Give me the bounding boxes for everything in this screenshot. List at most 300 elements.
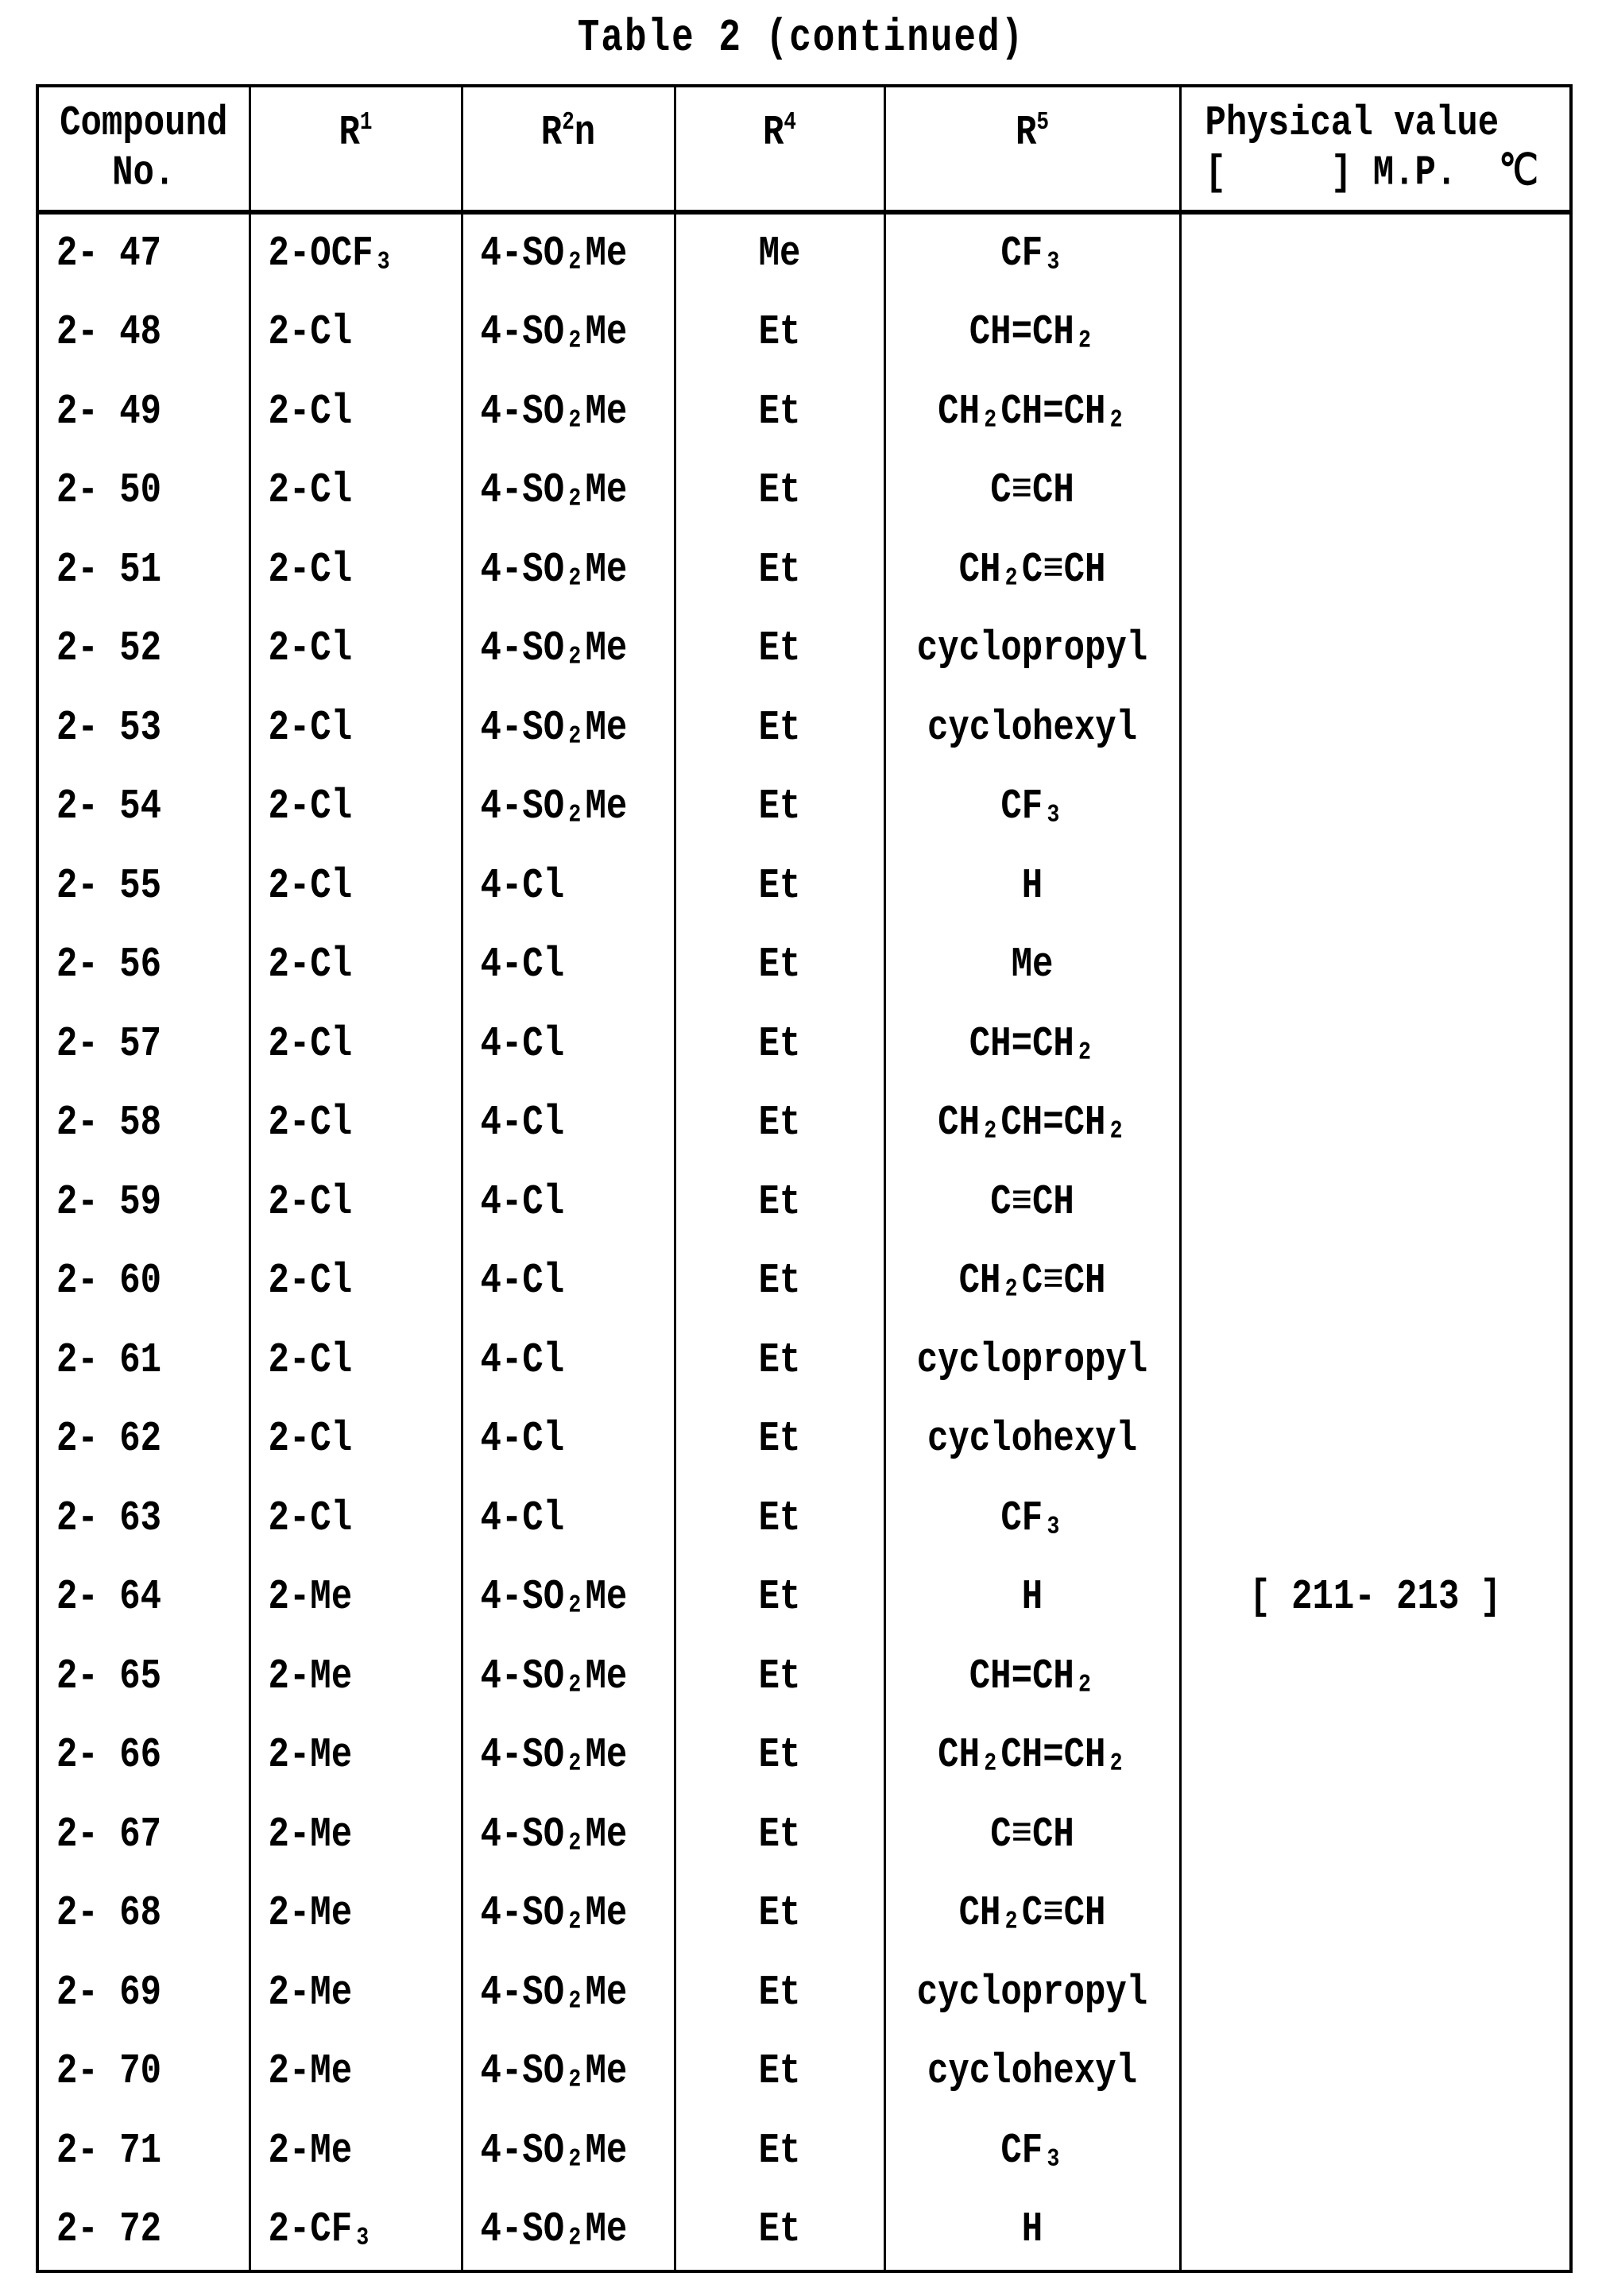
cell-r4 — [675, 768, 884, 848]
r1-value: 2-Cl — [269, 783, 353, 831]
r4-value: Me — [759, 230, 801, 278]
cell-r1 — [250, 452, 462, 531]
cell-r1 — [250, 1559, 462, 1638]
r5-value: CF₃ — [1000, 2128, 1063, 2175]
r4-value: Et — [759, 467, 801, 515]
compound-no-value: 2- 64 — [56, 1574, 161, 1622]
cell-physical-value — [1180, 1559, 1571, 1638]
cell-r5 — [884, 1005, 1180, 1084]
r4-value: Et — [759, 1100, 801, 1147]
compound-no-value: 2- 56 — [56, 941, 161, 989]
header-r5-label: R — [1016, 110, 1036, 157]
r1-value: 2-Cl — [269, 547, 353, 594]
cell-r1 — [250, 2191, 462, 2272]
compound-no-value: 2- 62 — [56, 1416, 161, 1463]
cell-r5 — [884, 1163, 1180, 1243]
cell-r5 — [884, 1795, 1180, 1875]
cell-r1 — [250, 768, 462, 848]
cell-r5 — [884, 1559, 1180, 1638]
compound-no-value: 2- 60 — [56, 1258, 161, 1305]
cell-physical-value — [1180, 1637, 1571, 1717]
table-row — [37, 1401, 1571, 1480]
r1-value: 2-Me — [269, 2128, 353, 2175]
cell-r1 — [250, 1954, 462, 2033]
table-row — [37, 689, 1571, 768]
cell-compound-no — [37, 452, 250, 531]
table-row — [37, 531, 1571, 610]
compound-no-value: 2- 48 — [56, 309, 161, 357]
r2n-value: 4-Cl — [481, 1100, 565, 1147]
cell-compound-no — [37, 1084, 250, 1164]
cell-r4 — [675, 294, 884, 373]
r5-value: CH₂CH=CH₂ — [938, 1732, 1127, 1780]
cell-r1 — [250, 373, 462, 452]
cell-r2n — [462, 926, 675, 1006]
r5-value: C≡CH — [990, 467, 1074, 515]
cell-compound-no — [37, 610, 250, 690]
table-row — [37, 452, 1571, 531]
cell-physical-value — [1180, 847, 1571, 926]
cell-r1 — [250, 1479, 462, 1559]
cell-r1 — [250, 1795, 462, 1875]
r4-value: Et — [759, 1416, 801, 1463]
header-no-label: No. — [112, 149, 175, 197]
r1-value: 2-Cl — [269, 1100, 353, 1147]
cell-r4 — [675, 689, 884, 768]
compound-no-value: 2- 47 — [56, 230, 161, 278]
table-row — [37, 2033, 1571, 2112]
cell-compound-no — [37, 1954, 250, 2033]
r5-value: H — [1022, 1574, 1043, 1622]
cell-r2n — [462, 452, 675, 531]
r1-value: 2-Cl — [269, 1258, 353, 1305]
table-row — [37, 1479, 1571, 1559]
cell-compound-no — [37, 1005, 250, 1084]
r1-value: 2-Me — [269, 1811, 353, 1859]
cell-physical-value — [1180, 1005, 1571, 1084]
cell-physical-value — [1180, 689, 1571, 768]
cell-r5 — [884, 1637, 1180, 1717]
cell-compound-no — [37, 1321, 250, 1401]
header-r4 — [675, 86, 884, 212]
r1-value: 2-Cl — [269, 1179, 353, 1227]
compound-no-value: 2- 65 — [56, 1653, 161, 1701]
table-row — [37, 1084, 1571, 1164]
table-row — [37, 610, 1571, 690]
r4-value: Et — [759, 1811, 801, 1859]
cell-r4 — [675, 1084, 884, 1164]
cell-compound-no — [37, 1559, 250, 1638]
r4-value: Et — [759, 705, 801, 752]
cell-r1 — [250, 212, 462, 294]
compound-no-value: 2- 58 — [56, 1100, 161, 1147]
r2n-value: 4-Cl — [481, 1495, 565, 1543]
table-row — [37, 1795, 1571, 1875]
r2n-value: 4-SO₂Me — [481, 2206, 628, 2254]
header-r2-suffix: n — [575, 110, 595, 157]
cell-r1 — [250, 689, 462, 768]
cell-r4 — [675, 531, 884, 610]
r5-value: cyclopropyl — [917, 1337, 1147, 1385]
r4-value: Et — [759, 1258, 801, 1305]
cell-r1 — [250, 1321, 462, 1401]
compound-no-value: 2- 63 — [56, 1495, 161, 1543]
r2n-value: 4-Cl — [481, 1416, 565, 1463]
cell-r4 — [675, 212, 884, 294]
r2n-value: 4-Cl — [481, 1258, 565, 1305]
header-r1 — [250, 86, 462, 212]
compound-no-value: 2- 54 — [56, 783, 161, 831]
cell-compound-no — [37, 373, 250, 452]
r2n-value: 4-Cl — [481, 941, 565, 989]
cell-compound-no — [37, 1479, 250, 1559]
table-row — [37, 1875, 1571, 1954]
header-r4-label: R — [763, 110, 784, 157]
r5-value: CF₃ — [1000, 230, 1063, 278]
header-r1-label: R — [339, 110, 359, 157]
cell-r4 — [675, 847, 884, 926]
r1-value: 2-Cl — [269, 863, 353, 910]
cell-r2n — [462, 1795, 675, 1875]
r1-value: 2-OCF₃ — [269, 230, 394, 278]
cell-compound-no — [37, 2112, 250, 2191]
cell-compound-no — [37, 768, 250, 848]
cell-physical-value — [1180, 294, 1571, 373]
cell-r5 — [884, 1321, 1180, 1401]
r4-value: Et — [759, 388, 801, 436]
r4-value: Et — [759, 1574, 801, 1622]
cell-r5 — [884, 926, 1180, 1006]
cell-physical-value — [1180, 1717, 1571, 1796]
r4-value: Et — [759, 2206, 801, 2254]
cell-r4 — [675, 1637, 884, 1717]
cell-compound-no — [37, 1163, 250, 1243]
cell-compound-no — [37, 1875, 250, 1954]
r2n-value: 4-Cl — [481, 1021, 565, 1069]
cell-r1 — [250, 610, 462, 690]
compound-no-value: 2- 52 — [56, 625, 161, 673]
r5-value: CH=CH₂ — [969, 1021, 1095, 1069]
header-compound-label: Compound — [60, 100, 227, 148]
r2n-value: 4-SO₂Me — [481, 1653, 628, 1701]
cell-physical-value — [1180, 1243, 1571, 1322]
cell-r5 — [884, 610, 1180, 690]
r5-value: cyclohexyl — [927, 1416, 1137, 1463]
r2n-value: 4-Cl — [481, 1337, 565, 1385]
cell-r4 — [675, 452, 884, 531]
cell-r5 — [884, 1717, 1180, 1796]
table-row — [37, 1637, 1571, 1717]
r2n-value: 4-SO₂Me — [481, 1969, 628, 2017]
cell-r4 — [675, 1321, 884, 1401]
cell-r2n — [462, 1637, 675, 1717]
cell-compound-no — [37, 212, 250, 294]
r2n-value: 4-SO₂Me — [481, 2048, 628, 2096]
r4-value: Et — [759, 941, 801, 989]
r2n-value: 4-SO₂Me — [481, 388, 628, 436]
cell-r2n — [462, 689, 675, 768]
r4-value: Et — [759, 2128, 801, 2175]
r4-value: Et — [759, 1969, 801, 2017]
cell-r1 — [250, 926, 462, 1006]
r1-value: 2-Me — [269, 1574, 353, 1622]
table-row — [37, 294, 1571, 373]
cell-physical-value — [1180, 1084, 1571, 1164]
r1-value: 2-Me — [269, 1732, 353, 1780]
compound-no-value: 2- 55 — [56, 863, 161, 910]
cell-r4 — [675, 2191, 884, 2272]
cell-physical-value — [1180, 1321, 1571, 1401]
cell-r2n — [462, 1954, 675, 2033]
cell-r5 — [884, 1401, 1180, 1480]
cell-r5 — [884, 1479, 1180, 1559]
compound-no-value: 2- 57 — [56, 1021, 161, 1069]
r1-value: 2-Cl — [269, 388, 353, 436]
header-physical-value — [1180, 86, 1571, 212]
cell-r5 — [884, 1954, 1180, 2033]
cell-compound-no — [37, 1637, 250, 1717]
cell-r4 — [675, 926, 884, 1006]
r5-value: CF₃ — [1000, 783, 1063, 831]
table-row — [37, 212, 1571, 294]
r5-value: CH₂C≡CH — [959, 1890, 1106, 1938]
cell-compound-no — [37, 531, 250, 610]
cell-r2n — [462, 1559, 675, 1638]
r5-value: CH₂C≡CH — [959, 547, 1106, 594]
cell-compound-no — [37, 847, 250, 926]
cell-r1 — [250, 2112, 462, 2191]
header-r1-sup: 1 — [360, 108, 373, 137]
r2n-value: 4-SO₂Me — [481, 783, 628, 831]
cell-physical-value — [1180, 2112, 1571, 2191]
cell-physical-value — [1180, 1163, 1571, 1243]
cell-r2n — [462, 373, 675, 452]
r2n-value: 4-SO₂Me — [481, 309, 628, 357]
cell-physical-value — [1180, 1875, 1571, 1954]
table-row — [37, 1321, 1571, 1401]
r5-value: H — [1022, 863, 1043, 910]
r5-value: CH₂C≡CH — [959, 1258, 1106, 1305]
r4-value: Et — [759, 1337, 801, 1385]
r4-value: Et — [759, 1495, 801, 1543]
cell-r4 — [675, 1479, 884, 1559]
physical-value-value: [ 211- 213 ] — [1249, 1574, 1501, 1622]
cell-compound-no — [37, 689, 250, 768]
cell-r4 — [675, 1559, 884, 1638]
cell-r1 — [250, 531, 462, 610]
table-row — [37, 768, 1571, 848]
cell-physical-value — [1180, 1401, 1571, 1480]
compound-no-value: 2- 72 — [56, 2206, 161, 2254]
cell-r5 — [884, 689, 1180, 768]
r5-value: CF₃ — [1000, 1495, 1063, 1543]
header-row — [37, 86, 1571, 212]
cell-r2n — [462, 1875, 675, 1954]
r1-value: 2-Cl — [269, 1416, 353, 1463]
cell-physical-value — [1180, 373, 1571, 452]
compound-no-value: 2- 68 — [56, 1890, 161, 1938]
r1-value: 2-Cl — [269, 941, 353, 989]
cell-r4 — [675, 610, 884, 690]
table-title: Table 2 (continued) — [0, 13, 1602, 64]
header-r5 — [884, 86, 1180, 212]
cell-r5 — [884, 1243, 1180, 1322]
cell-compound-no — [37, 2191, 250, 2272]
cell-r2n — [462, 1243, 675, 1322]
table-row — [37, 1717, 1571, 1796]
cell-r4 — [675, 1795, 884, 1875]
r1-value: 2-Me — [269, 1653, 353, 1701]
cell-compound-no — [37, 1795, 250, 1875]
r5-value: cyclohexyl — [927, 705, 1137, 752]
r5-value: C≡CH — [990, 1179, 1074, 1227]
r1-value: 2-Cl — [269, 625, 353, 673]
header-r2-sup: 2 — [562, 108, 575, 137]
cell-physical-value — [1180, 768, 1571, 848]
cell-r1 — [250, 1401, 462, 1480]
cell-r5 — [884, 847, 1180, 926]
r2n-value: 4-Cl — [481, 1179, 565, 1227]
r2n-value: 4-SO₂Me — [481, 1890, 628, 1938]
r2n-value: 4-SO₂Me — [481, 230, 628, 278]
compound-no-value: 2- 71 — [56, 2128, 161, 2175]
cell-r4 — [675, 373, 884, 452]
cell-r5 — [884, 373, 1180, 452]
cell-r5 — [884, 531, 1180, 610]
cell-compound-no — [37, 1401, 250, 1480]
r5-value: H — [1022, 2206, 1043, 2254]
cell-r5 — [884, 212, 1180, 294]
cell-r1 — [250, 1717, 462, 1796]
r4-value: Et — [759, 1179, 801, 1227]
cell-physical-value — [1180, 2033, 1571, 2112]
r5-value: CH=CH₂ — [969, 1653, 1095, 1701]
compound-no-value: 2- 50 — [56, 467, 161, 515]
r5-value: CH₂CH=CH₂ — [938, 388, 1127, 436]
cell-r2n — [462, 1321, 675, 1401]
cell-r2n — [462, 1163, 675, 1243]
compound-no-value: 2- 53 — [56, 705, 161, 752]
r1-value: 2-Me — [269, 1890, 353, 1938]
cell-physical-value — [1180, 1479, 1571, 1559]
r1-value: 2-Cl — [269, 1337, 353, 1385]
cell-r2n — [462, 610, 675, 690]
cell-r4 — [675, 1875, 884, 1954]
r1-value: 2-CF₃ — [269, 2206, 373, 2254]
r4-value: Et — [759, 547, 801, 594]
cell-physical-value — [1180, 212, 1571, 294]
cell-r1 — [250, 1163, 462, 1243]
r2n-value: 4-SO₂Me — [481, 1574, 628, 1622]
compound-no-value: 2- 69 — [56, 1969, 161, 2017]
table-row — [37, 2191, 1571, 2272]
cell-r2n — [462, 2112, 675, 2191]
cell-compound-no — [37, 1717, 250, 1796]
cell-r2n — [462, 768, 675, 848]
table-row — [37, 1559, 1571, 1638]
cell-r1 — [250, 1084, 462, 1164]
cell-compound-no — [37, 2033, 250, 2112]
r2n-value: 4-SO₂Me — [481, 2128, 628, 2175]
r5-value: cyclohexyl — [927, 2048, 1137, 2096]
cell-physical-value — [1180, 531, 1571, 610]
r5-value: CH₂CH=CH₂ — [938, 1100, 1127, 1147]
cell-compound-no — [37, 294, 250, 373]
r2n-value: 4-Cl — [481, 863, 565, 910]
cell-r5 — [884, 2033, 1180, 2112]
cell-r1 — [250, 847, 462, 926]
header-phys-unit: [ ] M.P. ℃ — [1205, 149, 1538, 197]
cell-physical-value — [1180, 1954, 1571, 2033]
cell-r4 — [675, 1954, 884, 2033]
r4-value: Et — [759, 863, 801, 910]
compound-no-value: 2- 67 — [56, 1811, 161, 1859]
r1-value: 2-Cl — [269, 1021, 353, 1069]
r1-value: 2-Cl — [269, 309, 353, 357]
header-r2-label: R — [541, 110, 562, 157]
cell-r4 — [675, 1163, 884, 1243]
cell-r1 — [250, 2033, 462, 2112]
compound-no-value: 2- 61 — [56, 1337, 161, 1385]
r4-value: Et — [759, 1732, 801, 1780]
header-r5-sup: 5 — [1036, 108, 1049, 137]
compound-no-value: 2- 59 — [56, 1179, 161, 1227]
cell-r2n — [462, 1005, 675, 1084]
cell-r2n — [462, 847, 675, 926]
r1-value: 2-Cl — [269, 1495, 353, 1543]
r4-value: Et — [759, 1653, 801, 1701]
table-row — [37, 2112, 1571, 2191]
r5-value: CH=CH₂ — [969, 309, 1095, 357]
cell-physical-value — [1180, 610, 1571, 690]
cell-physical-value — [1180, 1795, 1571, 1875]
compound-no-value: 2- 49 — [56, 388, 161, 436]
cell-r2n — [462, 212, 675, 294]
cell-r1 — [250, 1637, 462, 1717]
compound-no-value: 2- 66 — [56, 1732, 161, 1780]
compound-table — [36, 84, 1573, 2273]
cell-r5 — [884, 2112, 1180, 2191]
cell-r4 — [675, 2033, 884, 2112]
r4-value: Et — [759, 1890, 801, 1938]
cell-physical-value — [1180, 452, 1571, 531]
table-row — [37, 373, 1571, 452]
cell-r5 — [884, 1875, 1180, 1954]
cell-r2n — [462, 1084, 675, 1164]
r1-value: 2-Cl — [269, 467, 353, 515]
table-row — [37, 1163, 1571, 1243]
cell-r5 — [884, 294, 1180, 373]
r1-value: 2-Me — [269, 2048, 353, 2096]
r1-value: 2-Me — [269, 1969, 353, 2017]
cell-r2n — [462, 1717, 675, 1796]
cell-r2n — [462, 1479, 675, 1559]
cell-r2n — [462, 1401, 675, 1480]
r2n-value: 4-SO₂Me — [481, 1732, 628, 1780]
r4-value: Et — [759, 2048, 801, 2096]
header-phys-label: Physical value — [1205, 100, 1499, 148]
r4-value: Et — [759, 309, 801, 357]
cell-r1 — [250, 1875, 462, 1954]
cell-physical-value — [1180, 2191, 1571, 2272]
header-r2n — [462, 86, 675, 212]
cell-physical-value — [1180, 926, 1571, 1006]
cell-r5 — [884, 452, 1180, 531]
cell-r4 — [675, 1401, 884, 1480]
header-r4-sup: 4 — [784, 108, 796, 137]
cell-compound-no — [37, 926, 250, 1006]
cell-r5 — [884, 1084, 1180, 1164]
